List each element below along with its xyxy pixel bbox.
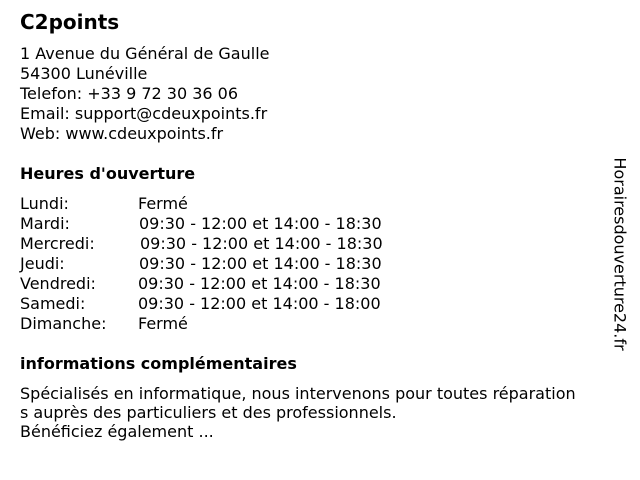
- hours-row-friday: [20, 274, 440, 294]
- email-line: Email: support@cdeuxpoints.fr: [20, 104, 268, 123]
- hours-row-tuesday: [20, 214, 440, 234]
- day-label: Jeudi:: [20, 254, 65, 273]
- contact-block: [20, 44, 269, 144]
- phone-line: Telefon: +33 9 72 30 36 06: [20, 84, 239, 103]
- time-value: 09:30 - 12:00 et 14:00 - 18:00: [138, 294, 381, 313]
- info-line-3: Bénéficiez également ...: [20, 422, 214, 441]
- time-value: Fermé: [138, 314, 188, 333]
- time-value: Fermé: [138, 194, 188, 213]
- business-name: C2points: [20, 10, 120, 34]
- hours-heading: Heures d'ouverture: [20, 164, 196, 183]
- web-line: Web: www.cdeuxpoints.fr: [20, 124, 224, 143]
- hours-row-wednesday: [20, 234, 440, 254]
- day-label: Vendredi:: [20, 274, 96, 293]
- opening-hours-table: [20, 194, 440, 334]
- day-label: Samedi:: [20, 294, 86, 313]
- hours-row-sunday: [20, 314, 440, 334]
- hours-row-thursday: [20, 254, 440, 274]
- address-line-1: 1 Avenue du Général de Gaulle: [20, 44, 270, 63]
- address-line-2: 54300 Lunéville: [20, 64, 148, 83]
- day-label: Mercredi:: [20, 234, 95, 253]
- info-line-1: Spécialisés en informatique, nous intervenons pour toutes réparation: [20, 384, 576, 403]
- time-value: 09:30 - 12:00 et 14:00 - 18:30: [140, 234, 383, 253]
- hours-row-saturday: [20, 294, 440, 314]
- time-value: 09:30 - 12:00 et 14:00 - 18:30: [138, 274, 381, 293]
- info-line-2: s auprès des particuliers et des professionnels.: [20, 403, 397, 422]
- watermark-text: Horairesdouverture24.fr: [610, 157, 630, 351]
- info-description: [20, 384, 632, 441]
- day-label: Dimanche:: [20, 314, 107, 333]
- time-value: 09:30 - 12:00 et 14:00 - 18:30: [139, 214, 382, 233]
- day-label: Lundi:: [20, 194, 69, 213]
- hours-row-monday: [20, 194, 440, 214]
- day-label: Mardi:: [20, 214, 70, 233]
- time-value: 09:30 - 12:00 et 14:00 - 18:30: [139, 254, 382, 273]
- info-heading: informations complémentaires: [20, 354, 297, 373]
- site-watermark: [606, 134, 634, 374]
